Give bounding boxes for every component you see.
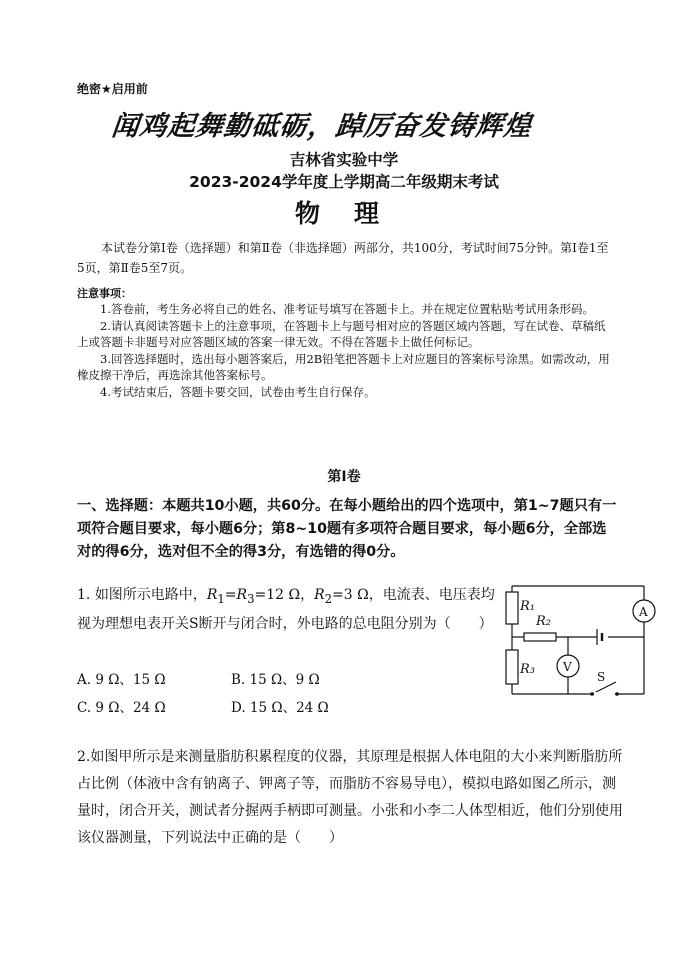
option-d: D. 15 Ω、24 Ω bbox=[231, 700, 329, 716]
switch-contact bbox=[590, 692, 594, 696]
note-item: 1.答卷前，考生务必将自己的姓名、准考证号填写在答题卡上。并在规定位置粘贴考试用条形码。 bbox=[100, 302, 594, 316]
r2-subscript: 2 bbox=[324, 591, 333, 606]
resistor-r3 bbox=[506, 650, 518, 684]
label-r1: R₁ bbox=[520, 599, 535, 614]
question-1-stem bbox=[77, 583, 497, 637]
r2-symbol: R bbox=[314, 587, 325, 603]
subject-title: 物理 bbox=[294, 199, 413, 228]
question-2-stem: 2.如图甲所示是来测量脂肪积累程度的仪器，其原理是根据人体电阻的大小来判断脂肪所占比例（体液中含有钠离子、钾离子等，而脂肪不容易导电），模拟电路如图乙所示，测量时，闭合开关，测试者分握两手柄即可测量。小张和小李二人体型相近，他们分别使用该仪器测量，下列说法中正确的是（ ） bbox=[77, 749, 623, 846]
part-title: 第Ⅰ卷 bbox=[327, 469, 361, 485]
label-ammeter: A bbox=[639, 605, 648, 619]
r1-subscript: 1 bbox=[217, 591, 225, 606]
note-item: 2.请认真阅读答题卡上的注意事项，在答题卡上与题号相对应的答题区域内答题，写在试卷、草稿纸上或答题卡非题号对应答题区域的答案一律无效。不得在答题卡上做任何标记。 bbox=[77, 318, 606, 349]
option-b: B. 15 Ω、9 Ω bbox=[231, 672, 320, 688]
resistor-r2 bbox=[524, 633, 556, 641]
r3-symbol: =R bbox=[224, 587, 248, 603]
exam-title: 2023-2024学年度上学期高二年级期末考试 bbox=[189, 173, 499, 191]
exam-intro: 本试卷分第Ⅰ卷（选择题）和第Ⅱ卷（非选择题）两部分，共100分，考试时间75分钟。第Ⅰ卷1至5页，第Ⅱ卷5至7页。 bbox=[77, 241, 609, 275]
r3-subscript: 3 bbox=[247, 591, 255, 606]
notes-list bbox=[77, 301, 611, 400]
school-motto: 闻鸡起舞勤砥砺，踔厉奋发铸辉煌 bbox=[110, 111, 534, 142]
given-a: =12 Ω， bbox=[254, 587, 315, 603]
circuit-diagram bbox=[494, 582, 670, 698]
label-r2: R₂ bbox=[536, 614, 551, 629]
notes-heading: 注意事项： bbox=[77, 287, 132, 300]
option-c: C. 9 Ω、24 Ω bbox=[77, 700, 166, 716]
label-switch: S bbox=[597, 670, 606, 684]
label-voltmeter: V bbox=[563, 660, 572, 674]
school-name: 吉林省实验中学 bbox=[289, 151, 399, 169]
note-item: 3.回答选择题时，选出每小题答案后，用2B铅笔把答题卡上对应题目的答案标号涂黑。如需改动，用橡皮擦干净后，再选涂其他答案标号。 bbox=[77, 351, 610, 382]
section-heading: 一、选择题：本题共10小题，共60分。在每小题给出的四个选项中，第1~7题只有一项符合题目要求，每小题6分；第8~10题有多项符合题目要求，每小题6分，全部选对的得6分，选对但不全的得3分，有选错的得0分。 bbox=[77, 498, 617, 560]
stem-prefix: 如图所示电路中， bbox=[94, 587, 207, 603]
note-item: 4.考试结束后，答题卡要交回，试卷由考生自行保存。 bbox=[100, 384, 376, 399]
label-r3: R₃ bbox=[520, 662, 535, 677]
option-a: A. 9 Ω、15 Ω bbox=[77, 672, 166, 688]
r1-symbol: R bbox=[206, 587, 218, 603]
confidential-label: 绝密★启用前 bbox=[77, 82, 148, 96]
switch-contact bbox=[615, 692, 619, 696]
given-b: =3 Ω，电流表、电压表均视为理想电表开关S断开与闭合时，外电路的总电阻分别为（ ） bbox=[77, 587, 495, 632]
question-number: 1. bbox=[77, 587, 91, 603]
resistor-r1 bbox=[506, 592, 518, 624]
